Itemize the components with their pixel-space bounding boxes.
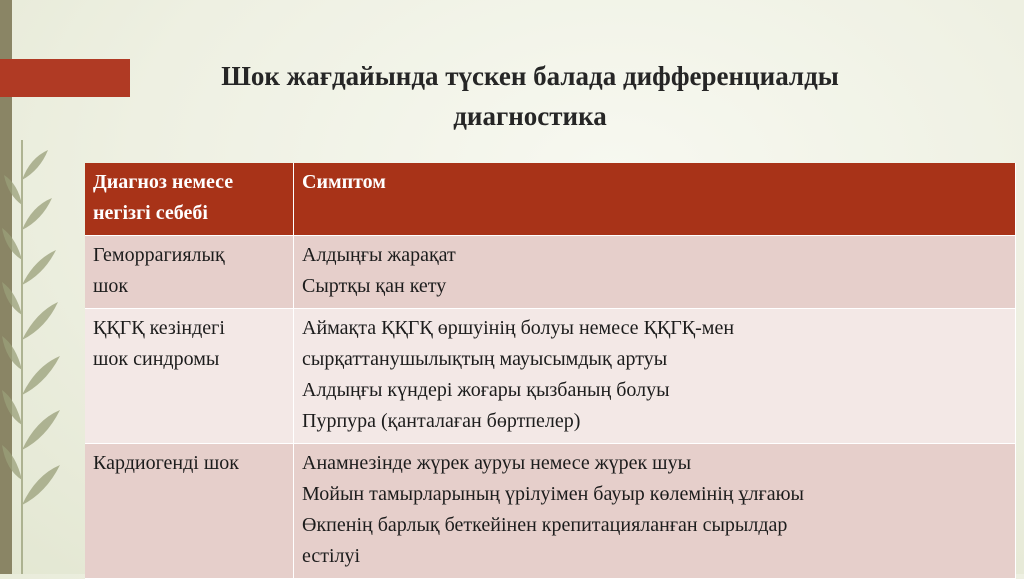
title-accent-tab <box>0 59 130 97</box>
cell-line: Пурпура (қанталаған бөртпелер) <box>302 410 581 432</box>
cell-line: Сыртқы қан кету <box>302 275 447 297</box>
cell-line: ҚҚГҚ кезіндегі <box>93 317 225 339</box>
diagnosis-cell <box>85 309 294 444</box>
title-line-1: Шок жағдайында түскен балада дифференциалды <box>221 61 839 91</box>
symptom-cell <box>294 309 1016 444</box>
table-row <box>85 236 1016 309</box>
title-line-2: диагностика <box>453 101 607 131</box>
cell-line: Алдыңғы жарақат <box>302 244 456 266</box>
slide-title <box>135 56 925 136</box>
header-symptom: Симптом <box>294 163 1016 236</box>
cell-line: Мойын тамырларының үрілуімен бауыр көлемінің ұлғаюы <box>302 483 804 505</box>
header-diagnosis: Диагноз немесе негізгі себебі <box>85 163 294 236</box>
cell-line: шок <box>93 275 129 297</box>
symptom-cell <box>294 444 1016 579</box>
table-header-row <box>85 163 1016 236</box>
cell-line: Анамнезінде жүрек ауруы немесе жүрек шуы <box>302 452 692 474</box>
cell-line: шок синдромы <box>93 348 220 370</box>
cell-line: Геморрагиялық <box>93 244 225 266</box>
cell-line: Өкпенің барлық беткейінен крепитацияланған сырылдар <box>302 514 788 536</box>
cell-line: Алдыңғы күндері жоғары қызбаның болуы <box>302 379 670 401</box>
cell-line: Кардиогенді шок <box>93 452 239 474</box>
cell-line: сырқаттанушылықтың мауысымдық артуы <box>302 348 668 370</box>
diagnosis-table <box>85 163 1016 579</box>
table-row <box>85 444 1016 579</box>
table-row <box>85 309 1016 444</box>
cell-line: естілуі <box>302 545 361 567</box>
diagnosis-cell <box>85 444 294 579</box>
cell-line: Аймақта ҚҚГҚ өршуінің болуы немесе ҚҚГҚ-мен <box>302 317 735 339</box>
diagnosis-cell <box>85 236 294 309</box>
symptom-cell <box>294 236 1016 309</box>
